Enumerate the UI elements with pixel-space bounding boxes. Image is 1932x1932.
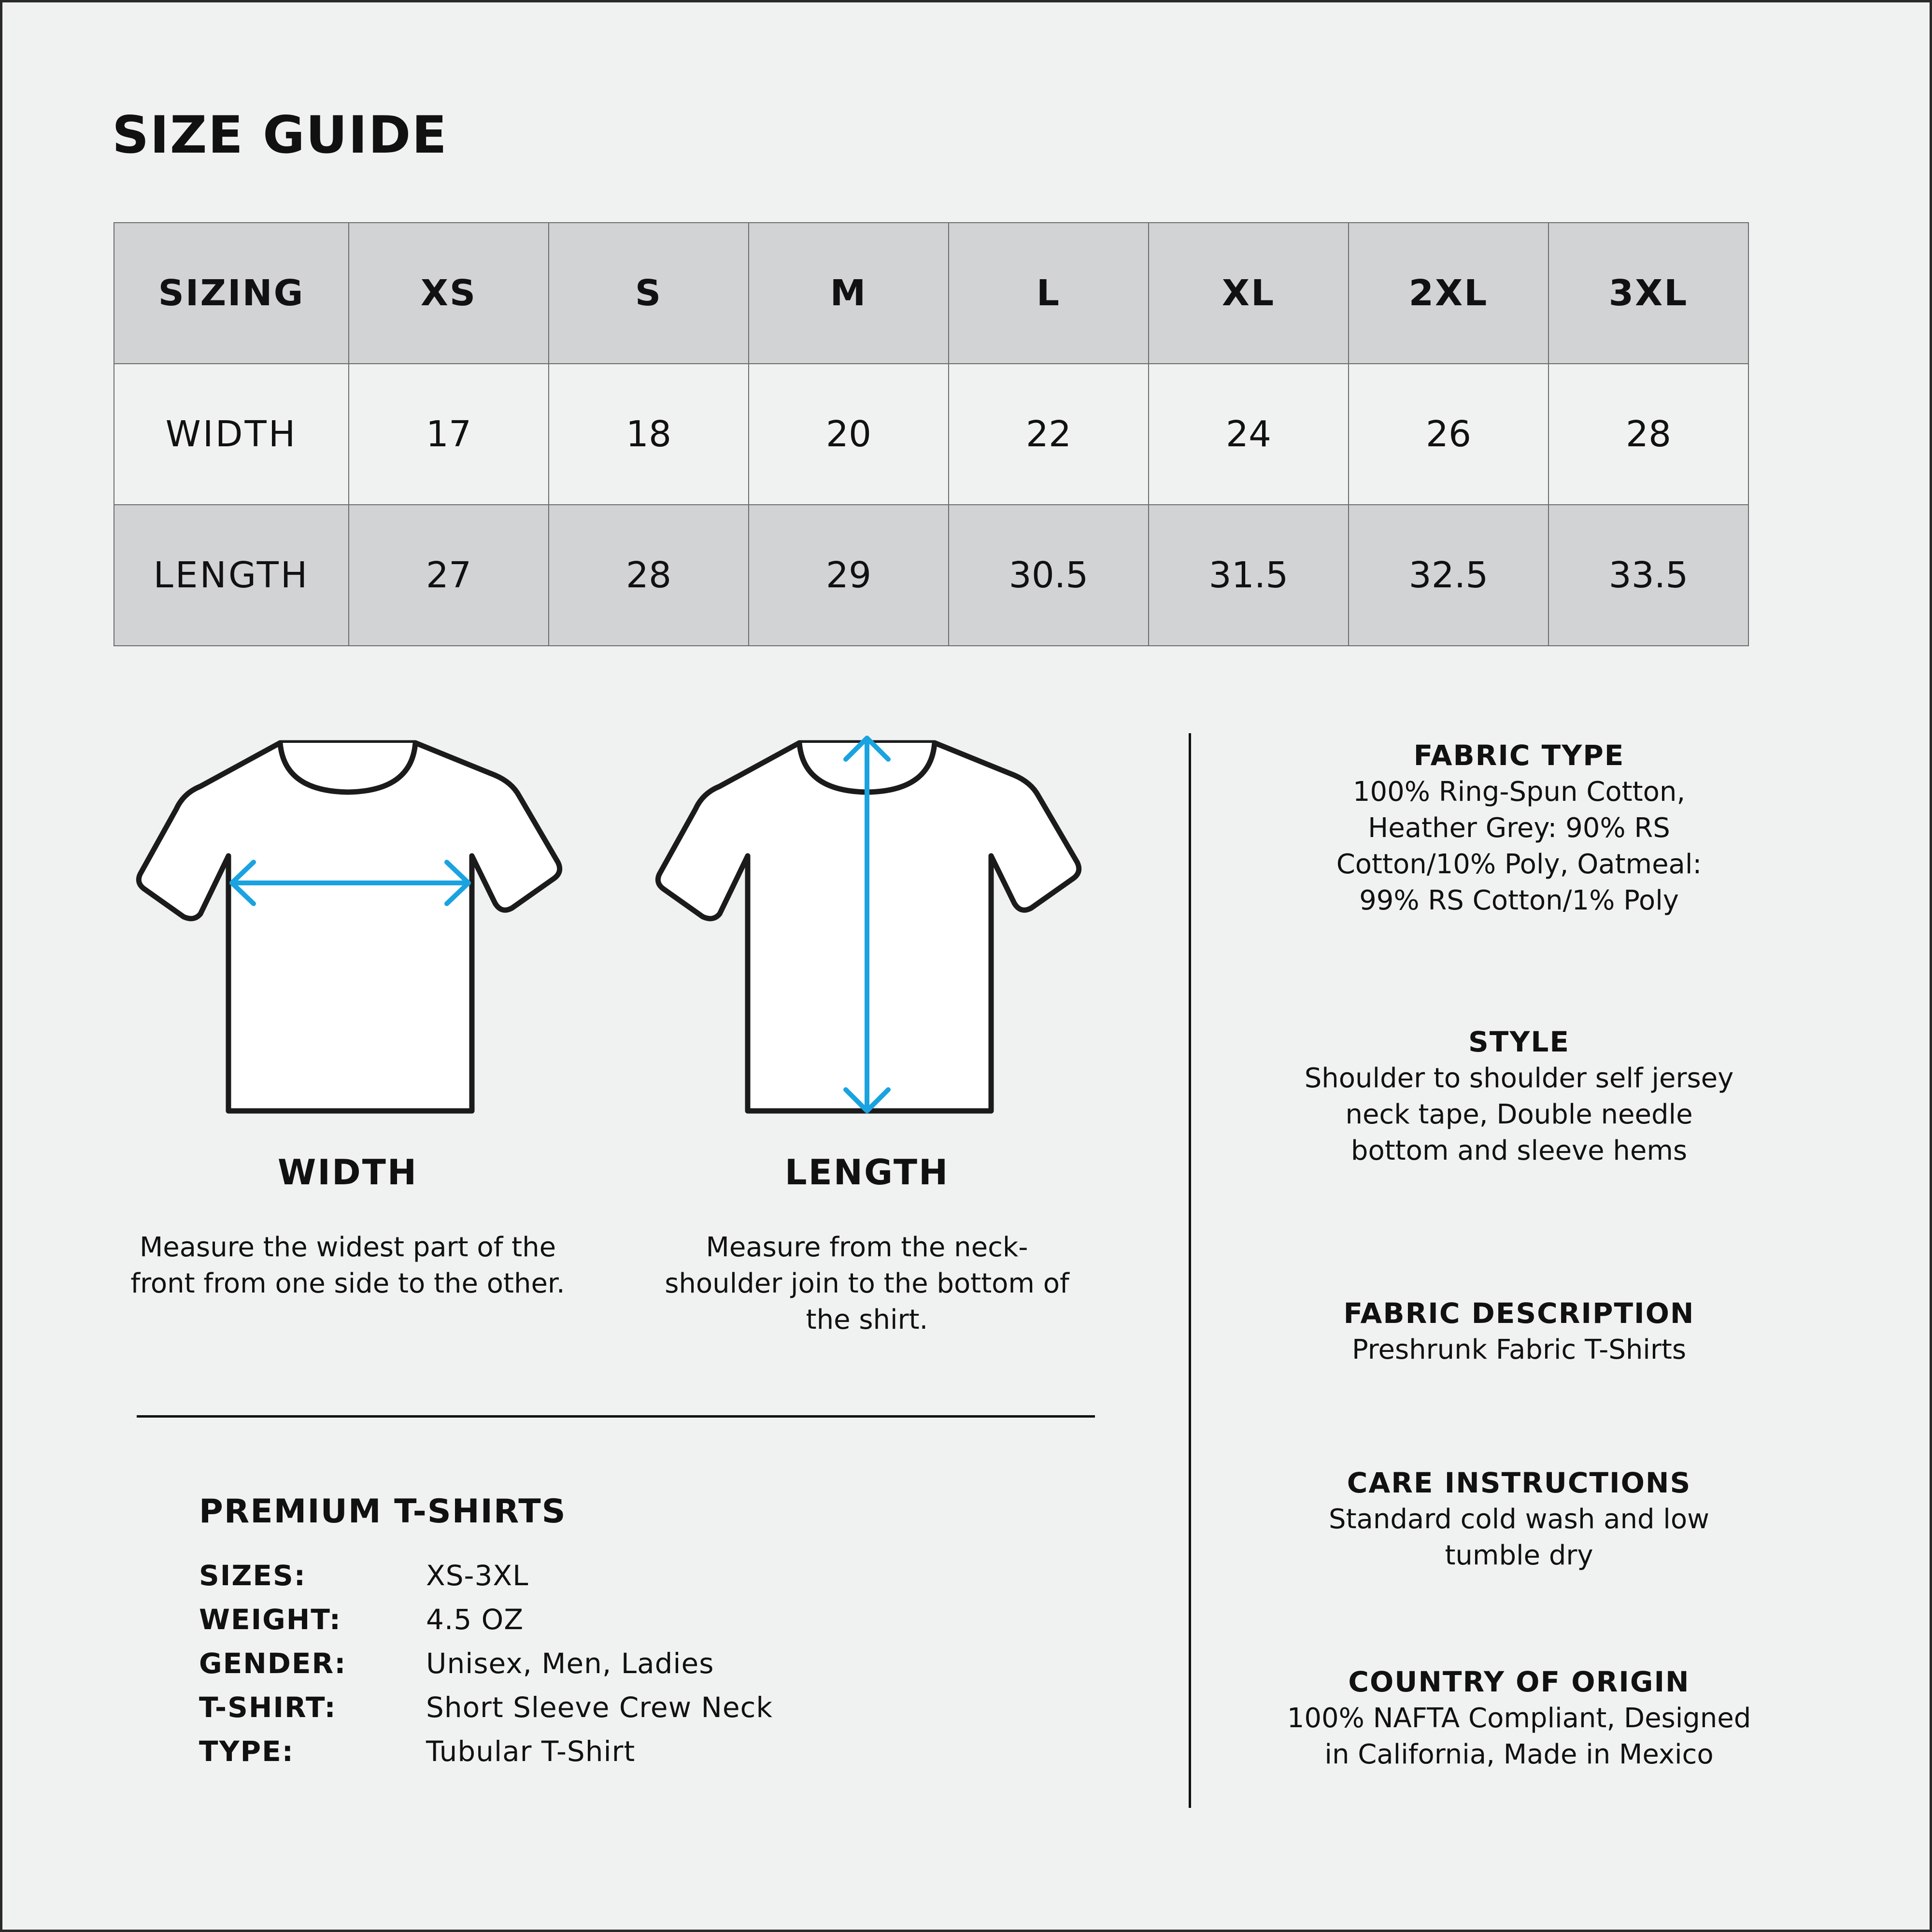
spec-key: T-SHIRT: (199, 1691, 337, 1724)
info-line: Shoulder to shoulder self jersey (1304, 1063, 1734, 1094)
spec-value: Unisex, Men, Ladies (426, 1647, 714, 1680)
info-heading: STYLE (1468, 1025, 1570, 1058)
spec-key: TYPE: (199, 1735, 294, 1768)
spec-key: GENDER: (199, 1647, 347, 1680)
header-cell-l: L (949, 223, 1149, 364)
table-cell: 27 (349, 505, 549, 646)
tshirt-length-illustration (650, 729, 1084, 1135)
info-heading: FABRIC TYPE (1413, 739, 1625, 772)
header-cell-3xl: 3XL (1548, 223, 1748, 364)
info-heading: CARE INSTRUCTIONS (1347, 1466, 1691, 1499)
info-country-of-origin (1217, 1664, 1821, 1773)
info-care-instructions (1217, 1465, 1821, 1574)
info-heading: COUNTRY OF ORIGIN (1348, 1665, 1690, 1698)
info-line: Standard cold wash and low (1329, 1504, 1709, 1535)
info-heading: FABRIC DESCRIPTION (1343, 1297, 1695, 1330)
info-line: tumble dry (1445, 1540, 1593, 1571)
table-row-width (114, 364, 1748, 505)
table-cell: 28 (549, 505, 749, 646)
header-cell-s: S (549, 223, 749, 364)
info-line: bottom and sleeve hems (1350, 1135, 1688, 1166)
spec-row-gender (199, 1644, 1068, 1683)
table-cell: 26 (1349, 364, 1548, 505)
info-line: Cotton/10% Poly, Oatmeal: (1336, 849, 1702, 880)
table-cell: 30.5 (949, 505, 1149, 646)
row-label-length: LENGTH (114, 505, 349, 646)
table-cell: 33.5 (1548, 505, 1748, 646)
length-diagram-description: Measure from the neck-shoulder join to the bottom of the shirt. (665, 1232, 1069, 1335)
header-cell-xs: XS (349, 223, 549, 364)
header-cell-sizing: SIZING (114, 223, 349, 364)
info-line: neck tape, Double needle (1345, 1099, 1693, 1130)
spec-key: SIZES: (199, 1559, 306, 1592)
product-title: PREMIUM T-SHIRTS (199, 1492, 567, 1531)
spec-row-tshirt (199, 1688, 1068, 1727)
section-divider-horizontal (137, 1415, 1095, 1418)
table-cell: 28 (1548, 364, 1748, 505)
table-cell: 24 (1149, 364, 1349, 505)
spec-key: WEIGHT: (199, 1603, 341, 1636)
spec-value: Tubular T-Shirt (426, 1735, 636, 1768)
header-cell-m: M (749, 223, 949, 364)
spec-value: 4.5 OZ (426, 1603, 524, 1636)
info-line: 100% NAFTA Compliant, Designed (1287, 1703, 1751, 1734)
width-diagram-label: WIDTH (277, 1152, 418, 1193)
table-cell: 20 (749, 364, 949, 505)
info-line: Heather Grey: 90% RS (1368, 812, 1670, 844)
tshirt-width-illustration (130, 729, 565, 1135)
table-row-length (114, 505, 1748, 646)
spec-row-sizes (199, 1556, 1068, 1595)
table-cell: 29 (749, 505, 949, 646)
spec-row-type (199, 1732, 1068, 1771)
row-label-width: WIDTH (114, 364, 349, 505)
info-line: 100% Ring-Spun Cotton, (1352, 776, 1686, 808)
info-fabric-description (1217, 1295, 1821, 1368)
info-line: Preshrunk Fabric T-Shirts (1351, 1334, 1687, 1365)
table-cell: 32.5 (1349, 505, 1548, 646)
spec-value: Short Sleeve Crew Neck (426, 1691, 773, 1724)
info-style (1217, 1024, 1821, 1169)
table-cell: 22 (949, 364, 1149, 505)
table-cell: 18 (549, 364, 749, 505)
info-line: 99% RS Cotton/1% Poly (1359, 885, 1679, 916)
table-cell: 17 (349, 364, 549, 505)
header-cell-xl: XL (1149, 223, 1349, 364)
page-title: SIZE GUIDE (112, 105, 448, 165)
spec-row-weight (199, 1600, 1068, 1639)
table-cell: 31.5 (1149, 505, 1349, 646)
size-table (114, 222, 1749, 646)
header-cell-2xl: 2XL (1349, 223, 1548, 364)
info-fabric-type (1217, 738, 1821, 919)
size-table-header-row (114, 223, 1748, 364)
width-diagram-description: Measure the widest part of the front from one side to the other. (130, 1232, 565, 1299)
length-diagram-label: LENGTH (784, 1152, 950, 1193)
info-line: in California, Made in Mexico (1324, 1739, 1714, 1770)
section-divider-vertical (1189, 733, 1191, 1808)
spec-value: XS-3XL (426, 1559, 529, 1592)
